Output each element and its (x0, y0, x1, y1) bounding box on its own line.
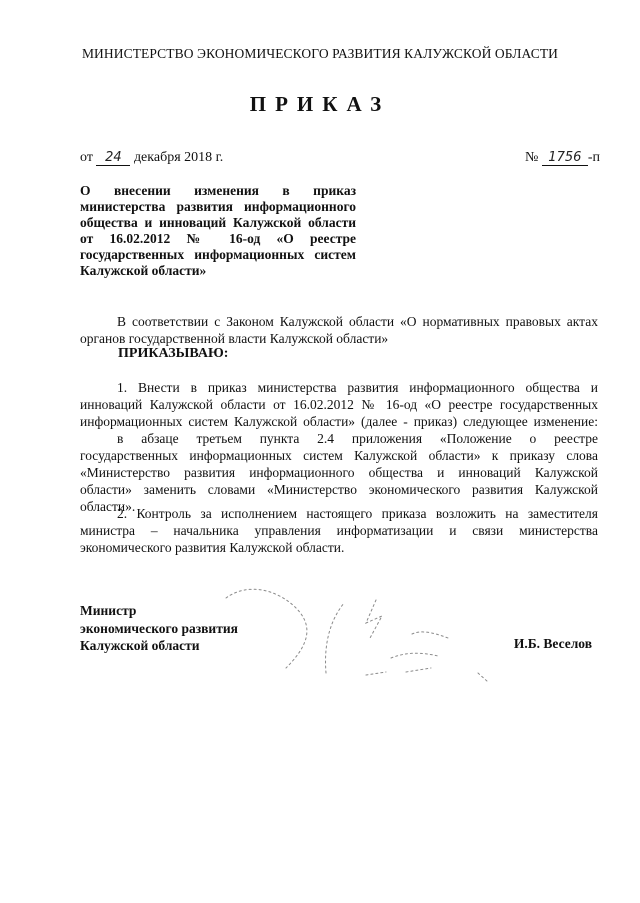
item-line: министра – начальника управления информатизации и связи министерства (80, 523, 598, 538)
date-prefix: от (80, 150, 93, 165)
preamble-line: органов государственной власти Калужской области» (80, 331, 389, 346)
preamble (80, 313, 598, 347)
order-date (80, 150, 223, 166)
number-prefix: № (524, 150, 539, 165)
signer-line: экономического развития (80, 620, 238, 636)
item-1 (80, 379, 598, 430)
signer-position (80, 602, 238, 655)
subject-line: общества и инноваций Калужской области (80, 215, 356, 230)
date-suffix: декабря 2018 г. (133, 150, 224, 165)
item-line: в абзаце третьем пункта 2.4 приложения «Положение о реестре (117, 431, 598, 446)
subject-line: государственных информационных систем (80, 247, 356, 262)
item-line: области» заменить словами «Министерство экономического развития Калужской (80, 482, 598, 497)
preamble-line: В соответствии с Законом Калужской области «О нормативных правовых актах (117, 314, 598, 329)
number-suffix: -п (587, 150, 600, 165)
order-subject (80, 183, 356, 279)
item-line: «Министерство развития информационного общества и инноваций Калужской (80, 465, 598, 480)
ministry-header: МИНИСТЕРСТВО ЭКОНОМИЧЕСКОГО РАЗВИТИЯ КАЛУЖСКОЙ ОБЛАСТИ (81, 46, 559, 61)
order-word: ПРИКАЗЫВАЮ: (118, 346, 229, 361)
date-day: 24 (96, 150, 130, 166)
document-title: ПРИКАЗ (249, 92, 391, 116)
subject-line: Калужской области» (80, 263, 207, 278)
item-line: инноваций Калужской области от 16.02.2012 № 16-од «О реестре государственных (80, 397, 598, 412)
number-value: 1756 (542, 150, 588, 166)
signer-line: Министр (80, 603, 137, 618)
signer-line: Калужской области (80, 638, 200, 653)
item-1-amendment (80, 430, 598, 515)
item-line: 1. Внести в приказ министерства развития информационного общества и (117, 380, 598, 395)
item-line: экономического развития Калужской области. (80, 540, 345, 555)
handwritten-signature (216, 578, 516, 698)
item-2 (80, 505, 598, 556)
item-line: области». (80, 499, 136, 514)
signer-name: И.Б. Веселов (513, 636, 592, 651)
order-number (525, 150, 600, 166)
subject-line: министерства развития информационного (80, 199, 356, 214)
subject-line: от 16.02.2012 № 16-од «О реестре (80, 231, 356, 246)
item-line: информационных систем Калужской области» (далее - приказ) следующее изменение: (80, 414, 598, 429)
item-line: 2. Контроль за исполнением настоящего приказа возложить на заместителя (117, 506, 598, 521)
item-line: государственных информационных систем Калужской области» к приказу слова (80, 448, 598, 463)
subject-line: О внесении изменения в приказ (80, 183, 356, 198)
